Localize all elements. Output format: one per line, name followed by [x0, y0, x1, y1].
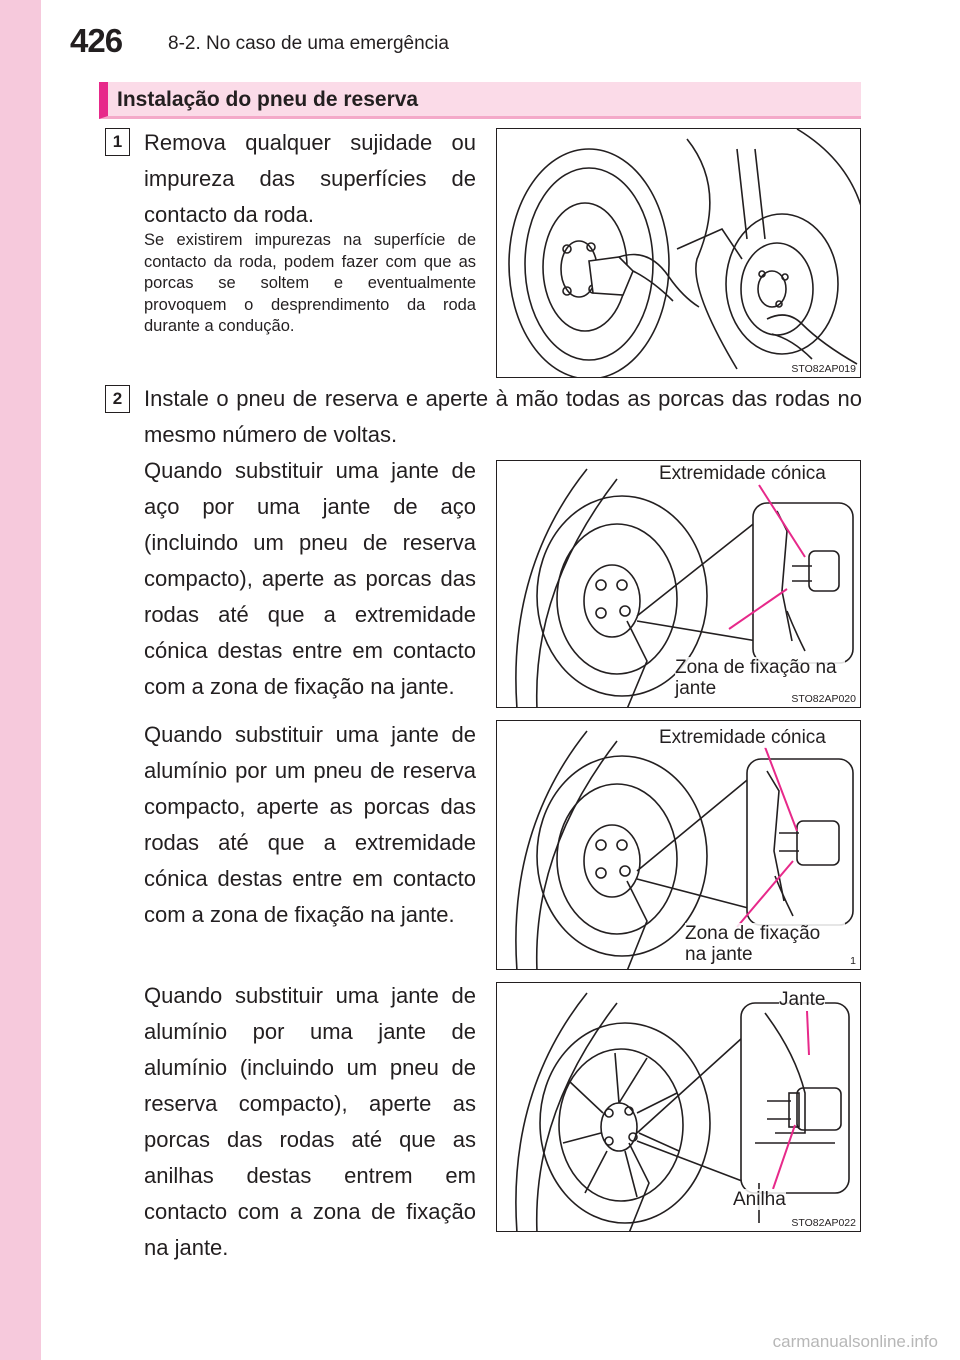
figure-code: STO82AP020 [791, 693, 856, 705]
case-aluminium-to-compact: Quando substituir uma jante de alumínio por um pneu de reserva compacto, aperte as porcas das rodas até que a extremidade cónica destas entre em contacto com a zona de fixação na jante. [144, 722, 476, 927]
case-aluminium-to-aluminium: Quando substituir uma jante de alumínio por uma jante de alumínio (incluindo um pneu de reserva compacto), aperte as porcas das rodas até que as anilhas destas entrem em contacto com a zona de fixação na jante. [144, 983, 476, 1260]
figure-code: STO82AP022 [791, 1217, 856, 1229]
figure-steel-wheel-nut [496, 460, 861, 708]
step-number-2: 2 [105, 385, 130, 413]
case-steel-to-steel: Quando substituir uma jante de aço por uma jante de aço (incluindo um pneu de reserva compacto), aperte as porcas das rodas até que a extremidade cónica destas entre em contacto com a zona de fixação na jante. [144, 458, 476, 699]
section-header [99, 82, 861, 119]
section-title: Instalação do pneu de reserva [117, 88, 419, 111]
figure-aluminium-to-compact-nut [496, 720, 861, 970]
callout-wheel: Jante [779, 989, 826, 1010]
page-number: 426 [70, 22, 123, 59]
chapter-title: 8-2. No caso de uma emergência [168, 33, 449, 54]
figure-aluminium-to-aluminium-nut [496, 982, 861, 1232]
callout-seat-area: Zona de fixação na jante [675, 657, 845, 699]
alloy-wheel-washer-illustration [497, 983, 861, 1232]
side-color-strip [0, 0, 41, 1360]
callout-washer: Anilha [733, 1189, 786, 1210]
step-1-text: Remova qualquer sujidade ou impureza das superfícies de contacto da roda. [144, 130, 476, 227]
step-number-1: 1 [105, 128, 130, 156]
step-1-note: Se existirem impurezas na superfície de contacto da roda, podem fazer com que as porcas se soltem e eventualmente provoquem o desprendimento da roda durante a condução. [144, 231, 476, 335]
callout-tapered-end: Extremidade cónica [659, 727, 826, 748]
figure-code: STO82AP019 [791, 363, 856, 375]
figure-code: 1 [850, 955, 856, 967]
callout-seat-area: Zona de fixação na jante [685, 923, 845, 965]
callout-tapered-end: Extremidade cónica [659, 463, 826, 484]
figure-clean-contact-surfaces [496, 128, 861, 378]
wheel-cleaning-illustration [497, 129, 861, 378]
watermark: carmanualsonline.info [772, 1332, 938, 1351]
step-2-text: Instale o pneu de reserva e aperte à mão todas as porcas das rodas no mesmo número de voltas. [144, 386, 862, 447]
